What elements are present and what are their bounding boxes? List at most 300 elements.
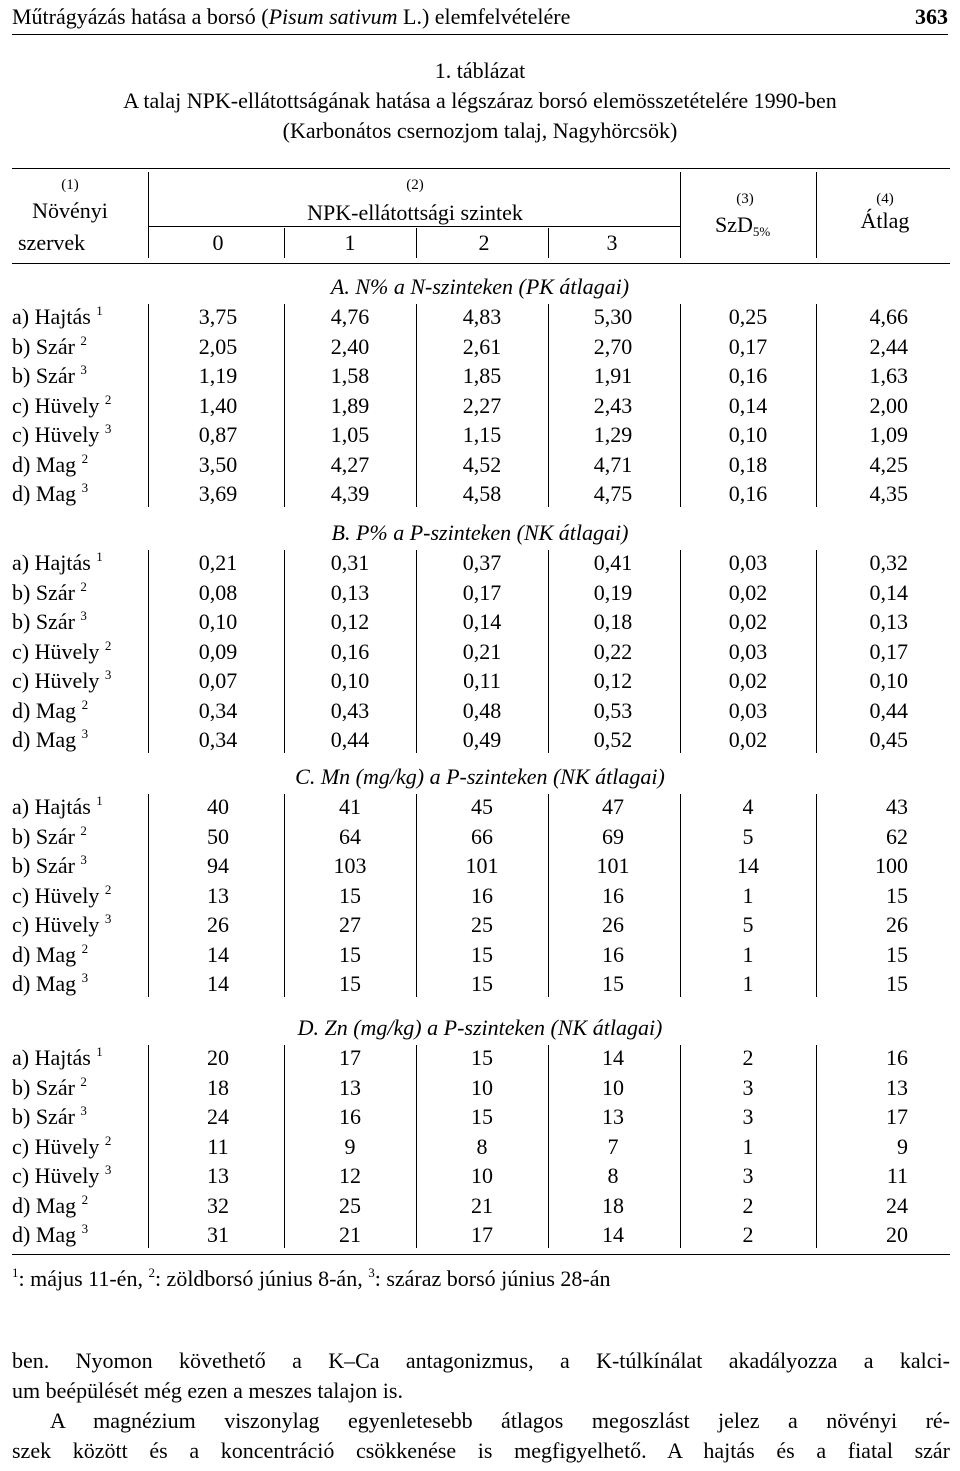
level-3-value: 14 [602,1222,624,1247]
level-0-value: 11 [207,1133,229,1159]
average-value: 100 [875,853,908,878]
average-value: 17 [886,1104,908,1129]
level-2-value: 25 [471,912,493,937]
szd-value: 0,02 [728,579,768,605]
header-divider-2 [680,172,681,258]
level-2-value: 1,15 [462,422,502,447]
organ-label [12,332,87,362]
szd-value: 5 [742,912,754,937]
average-value: 2,44 [869,333,908,359]
organ-sampling-note: 3 [81,480,89,495]
level-2-value: 0,11 [463,668,501,693]
level-2-value: 4,52 [462,451,502,477]
level-0-value: 94 [207,853,229,878]
organ-sampling-note: 3 [104,1162,112,1177]
organ-name: d) Mag [12,727,77,752]
organ-name: c) Hüvely [12,1133,100,1159]
level-1-value: 0,12 [330,609,370,634]
level-2-value: 15 [471,1045,493,1070]
level-3-value: 0,19 [593,579,633,605]
level-2-value: 8 [476,1133,488,1159]
column-divider [284,1045,285,1248]
level-3-value: 18 [602,1192,624,1218]
average-value: 0,17 [869,638,908,664]
organ-label [12,1073,87,1103]
table-title: A talaj NPK-ellátottságának hatása a légszáraz borsó elemösszetételére 1990-ben [123,88,837,113]
organ-name: c) Hüvely [12,912,100,937]
level-2-value: 17 [471,1222,493,1247]
average-value: 0,14 [869,579,908,605]
organ-label [12,725,88,755]
szd-value: 0,03 [728,638,768,664]
level-0-value: 24 [207,1104,229,1129]
level-3-value: 0,53 [593,697,633,723]
column-divider [816,550,817,753]
szd-value: 2 [742,1192,754,1218]
organ-sampling-note: 2 [81,940,89,956]
level-1-value: 0,44 [330,727,370,752]
organ-label [12,969,88,999]
szd-value: 0,03 [728,697,768,723]
organ-name: b) Szár [12,363,75,388]
body-line-2: um beépülését még ezen a meszes talajon is. [12,1378,403,1403]
level-0-value: 0,21 [198,550,238,575]
level-3-value: 4,75 [593,481,633,506]
average-value: 0,10 [869,668,908,693]
level-1-value: 0,10 [330,668,370,693]
column-divider [148,794,149,997]
footnote-sup-2: 2 [148,1265,155,1280]
organ-name: b) Szár [12,823,75,849]
level-2-value: 21 [471,1192,493,1218]
level-2-value: 10 [471,1163,493,1188]
average-value: 15 [886,941,908,967]
level-1-value: 17 [339,1045,361,1070]
organ-label [12,637,111,667]
level-1-value: 9 [344,1133,356,1159]
organ-sampling-note: 3 [80,362,87,377]
organ-label [12,696,88,726]
organ-sampling-note: 2 [81,450,89,466]
section-title-text: D. Zn (mg/kg) a P-szinteken (NK átlagai) [297,1015,663,1040]
level-3-value: 2,43 [593,392,633,418]
level-0-value: 0,87 [198,422,238,447]
level-1-value: 64 [339,823,361,849]
average-value: 4,25 [869,451,908,477]
level-1-value: 15 [339,971,361,996]
column-divider [816,794,817,997]
column-divider [816,1045,817,1248]
organ-sampling-note: 1 [96,1044,103,1059]
average-value: 15 [886,971,908,996]
level-1-value: 1,58 [330,363,370,388]
column-divider [284,794,285,997]
szd-value: 0,02 [728,727,768,752]
organ-label [12,792,103,822]
column-divider [548,794,549,997]
szd-value: 0,02 [728,609,768,634]
level-3-value: 13 [602,1104,624,1129]
szd-value: 0,10 [728,422,768,447]
level-1-value: 12 [339,1163,361,1188]
level-0-value: 0,34 [198,727,238,752]
organ-label [12,607,87,637]
level-3-value: 5,30 [593,304,633,329]
footnote-text-1: : május 11-én, [18,1266,149,1291]
level-0-value: 18 [207,1074,229,1100]
level-0-value: 2,05 [198,333,238,359]
level-3-value: 26 [602,912,624,937]
organ-name: a) Hajtás [12,794,91,819]
level-3-value: 1,29 [593,422,633,447]
szd-value: 1 [742,971,754,996]
level-1-value: 0,16 [330,638,370,664]
organ-name: b) Szár [12,609,75,634]
organ-name: b) Szár [12,1074,75,1100]
szd-value: 3 [742,1104,754,1129]
column-divider [148,304,149,507]
organ-name: d) Mag [12,481,77,506]
table-bottom-rule [12,1254,950,1255]
average-value: 15 [886,882,908,908]
column-divider [416,304,417,507]
organ-sampling-note: 3 [81,970,89,985]
szd-value: 0,18 [728,451,768,477]
col4-number: (4) [876,191,894,207]
body-line-4: szek között és a koncentráció csökkenése is megfigyelhető. A hajtás és a fiatal szár [12,1438,950,1463]
column-divider [284,304,285,507]
col4-label: Átlag [860,208,910,233]
szd-value: 3 [742,1074,754,1100]
level-2-value: 66 [471,823,493,849]
level-2-value: 15 [471,1104,493,1129]
column-divider [680,304,681,507]
level-2-value: 0,49 [462,727,502,752]
level-2-value: 15 [471,941,493,967]
footnote-text-2: : zöldborsó június 8-án, [154,1266,369,1291]
average-value: 11 [886,1163,908,1188]
average-value: 24 [886,1192,908,1218]
level-2: 2 [478,230,490,255]
level-3-value: 0,52 [593,727,633,752]
level-0-value: 3,75 [198,304,238,329]
organ-sampling-note: 2 [80,1073,87,1089]
organ-sampling-note: 3 [81,726,89,741]
organ-sampling-note: 3 [80,1103,87,1118]
average-value: 0,32 [869,550,908,575]
level-1-value: 0,13 [330,579,370,605]
footnote-text-3: : száraz borsó június 28-án [374,1266,611,1291]
level-3-value: 101 [596,853,630,878]
organ-label [12,578,87,608]
organ-name: a) Hajtás [12,304,91,329]
organ-label [12,940,88,970]
level-3-value: 8 [607,1163,619,1188]
table-header-rule [12,263,950,264]
table-subtitle: (Karbonátos csernozjom talaj, Nagyhörcsök) [282,118,678,143]
level-3-value: 16 [602,882,624,908]
average-value: 0,13 [869,609,908,634]
section-title [0,1013,960,1043]
level-2-value: 0,17 [462,579,502,605]
level-3-value: 7 [607,1133,619,1159]
organ-sampling-note: 2 [80,332,87,348]
organ-label [12,1132,111,1162]
organ-name: d) Mag [12,697,77,723]
organ-name: c) Hüvely [12,1163,100,1188]
szd-value: 0,17 [728,333,768,359]
organ-name: c) Hüvely [12,882,100,908]
organ-name: a) Hajtás [12,1045,91,1070]
average-value: 1,09 [869,422,908,447]
level-3-value: 47 [602,794,624,819]
col3-label [715,212,770,238]
organ-label [12,1043,103,1073]
section-title [0,272,960,302]
level-0-value: 0,10 [198,609,238,634]
level-0-value: 26 [207,912,229,937]
level-2-value: 0,21 [462,638,502,664]
szd-value: 1 [742,882,754,908]
column-divider [680,550,681,753]
level-2-value: 0,14 [462,609,502,634]
organ-name: d) Mag [12,451,77,477]
running-head [12,2,948,32]
footnote-sup-3: 3 [368,1265,375,1280]
level-3-value: 4,71 [593,451,633,477]
average-value: 20 [886,1222,908,1247]
szd-value: 2 [742,1045,754,1070]
average-value: 26 [886,912,908,937]
level-1-value: 4,27 [330,451,370,477]
szd-value: 0,02 [728,668,768,693]
organ-label [12,910,111,940]
level-1-value: 27 [339,912,361,937]
szd-value: 3 [742,1163,754,1188]
column-divider [548,550,549,753]
szd-value: 0,25 [728,304,768,329]
col3-label-subscript: 5% [752,224,771,239]
organ-sampling-note: 1 [96,793,103,808]
organ-sampling-note: 2 [81,1191,89,1207]
level-0-value: 13 [207,1163,229,1188]
level-3-value: 0,41 [593,550,633,575]
column-divider [548,1045,549,1248]
level-1-value: 41 [339,794,361,819]
level-0-value: 1,40 [198,392,238,418]
level-1-value: 1,05 [330,422,370,447]
organ-label [12,391,111,421]
organ-name: d) Mag [12,971,77,996]
szd-value: 4 [742,794,754,819]
organ-name: b) Szár [12,853,75,878]
level-divider-2 [416,228,417,258]
average-value: 1,63 [869,363,908,388]
level-3-value: 10 [602,1074,624,1100]
level-2-value: 0,37 [462,550,502,575]
organ-sampling-note: 2 [81,696,89,712]
level-3: 3 [606,230,618,255]
level-1-value: 0,31 [330,550,370,575]
level-2-value: 10 [471,1074,493,1100]
level-2-value: 101 [465,853,499,878]
organ-sampling-note: 2 [104,881,112,897]
level-0-value: 14 [207,971,229,996]
level-2-value: 15 [471,971,493,996]
column-divider [548,304,549,507]
header-rule [12,34,948,35]
column-divider [148,550,149,753]
organ-label [12,1220,88,1250]
level-rule [148,226,680,227]
col1-label-line2: szervek [18,230,86,255]
organ-label [12,881,111,911]
level-0-value: 13 [207,882,229,908]
col1-number: (1) [61,177,79,193]
level-2-value: 4,58 [462,481,502,506]
level-3-value: 2,70 [593,333,633,359]
organ-sampling-note: 2 [104,1132,112,1148]
organ-sampling-note: 2 [104,637,112,653]
level-0-value: 50 [207,823,229,849]
organ-name: d) Mag [12,1222,77,1247]
average-value: 16 [886,1045,908,1070]
column-divider [416,550,417,753]
organ-sampling-note: 1 [96,303,103,318]
organ-sampling-note: 2 [80,578,87,594]
level-3-value: 14 [602,1045,624,1070]
level-0-value: 31 [207,1222,229,1247]
level-3-value: 69 [602,823,624,849]
footnote-sup-1: 1 [12,1265,19,1280]
organ-name: b) Szár [12,579,75,605]
organ-name: a) Hajtás [12,550,91,575]
level-1-value: 4,39 [330,481,370,506]
running-head-title-prefix: Műtrágyázás hatása a borsó ( [12,4,269,29]
organ-label [12,361,87,391]
szd-value: 1 [742,941,754,967]
organ-label [12,450,88,480]
section-title [0,518,960,548]
level-1-value: 103 [333,853,367,878]
section-title [0,762,960,792]
average-value: 9 [897,1133,908,1159]
organ-sampling-note: 3 [104,911,112,926]
table-number: 1. táblázat [434,58,526,83]
level-0-value: 1,19 [198,363,238,388]
level-1-value: 25 [339,1192,361,1218]
level-divider-3 [548,228,549,258]
organ-sampling-note: 1 [96,549,103,564]
szd-value: 14 [737,853,759,878]
organ-label [12,302,103,332]
organ-sampling-note: 3 [80,608,87,623]
table-top-rule [12,168,950,169]
level-2-value: 2,61 [462,333,502,359]
organ-label [12,822,87,852]
average-value: 2,00 [869,392,908,418]
szd-value: 2 [742,1222,754,1247]
average-value: 62 [886,823,908,849]
body-line-1: ben. Nyomon követhető a K–Ca antagonizmus, a K-túlkínálat akadályozza a kalci- [12,1348,950,1373]
level-2-value: 2,27 [462,392,502,418]
level-1-value: 13 [339,1074,361,1100]
table-footnote [12,1264,611,1294]
level-0-value: 0,08 [198,579,238,605]
szd-value: 0,16 [728,481,768,506]
running-head-title [12,2,570,32]
level-1-value: 1,89 [330,392,370,418]
col2-number: (2) [406,177,424,193]
column-divider [148,1045,149,1248]
organ-sampling-note: 3 [81,1221,89,1236]
section-title-text: B. P% a P-szinteken (NK átlagai) [331,520,629,545]
organ-sampling-note: 2 [80,822,87,838]
level-0-value: 32 [207,1192,229,1218]
level-0-value: 20 [207,1045,229,1070]
average-value: 13 [886,1074,908,1100]
organ-label [12,420,111,450]
section-title-text: C. Mn (mg/kg) a P-szinteken (NK átlagai) [295,764,665,789]
organ-label [12,1161,111,1191]
header-divider-1 [148,172,149,258]
running-head-title-italic: Pisum sativum [268,4,398,29]
level-0-value: 3,69 [198,481,238,506]
szd-value: 1 [742,1133,754,1159]
level-3-value: 1,91 [593,363,633,388]
level-1-value: 16 [339,1104,361,1129]
column-divider [680,1045,681,1248]
level-3-value: 0,12 [593,668,633,693]
level-3-value: 0,18 [593,609,633,634]
organ-name: d) Mag [12,1192,77,1218]
organ-name: c) Hüvely [12,668,100,693]
column-divider [816,304,817,507]
col3-label-text: SzD [715,212,753,237]
organ-sampling-note: 3 [104,421,112,436]
header-divider-3 [816,172,817,258]
average-value: 43 [886,794,908,819]
organ-label [12,479,88,509]
organ-label [12,548,103,578]
organ-name: b) Szár [12,333,75,359]
level-3-value: 15 [602,971,624,996]
level-2-value: 0,48 [462,697,502,723]
level-1-value: 0,43 [330,697,370,723]
level-0-value: 0,34 [198,697,238,723]
section-title-text: A. N% a N-szinteken (PK átlagai) [330,274,630,299]
level-3-value: 0,22 [593,638,633,664]
level-0-value: 14 [207,941,229,967]
level-1-value: 15 [339,941,361,967]
column-divider [416,1045,417,1248]
szd-value: 0,16 [728,363,768,388]
col2-label: NPK-ellátottsági szintek [307,200,523,225]
organ-name: c) Hüvely [12,422,100,447]
szd-value: 0,14 [728,392,768,418]
level-1-value: 15 [339,882,361,908]
col3-number: (3) [736,191,754,207]
organ-sampling-note: 3 [80,852,87,867]
organ-label [12,1191,88,1221]
level-divider-1 [284,228,285,258]
organ-name: c) Hüvely [12,638,100,664]
level-0-value: 0,07 [198,668,238,693]
organ-name: c) Hüvely [12,392,100,418]
body-line-3: A magnézium viszonylag egyenletesebb átlagos megoszlást jelez a növényi ré- [50,1408,950,1433]
organ-name: d) Mag [12,941,77,967]
level-1-value: 21 [339,1222,361,1247]
